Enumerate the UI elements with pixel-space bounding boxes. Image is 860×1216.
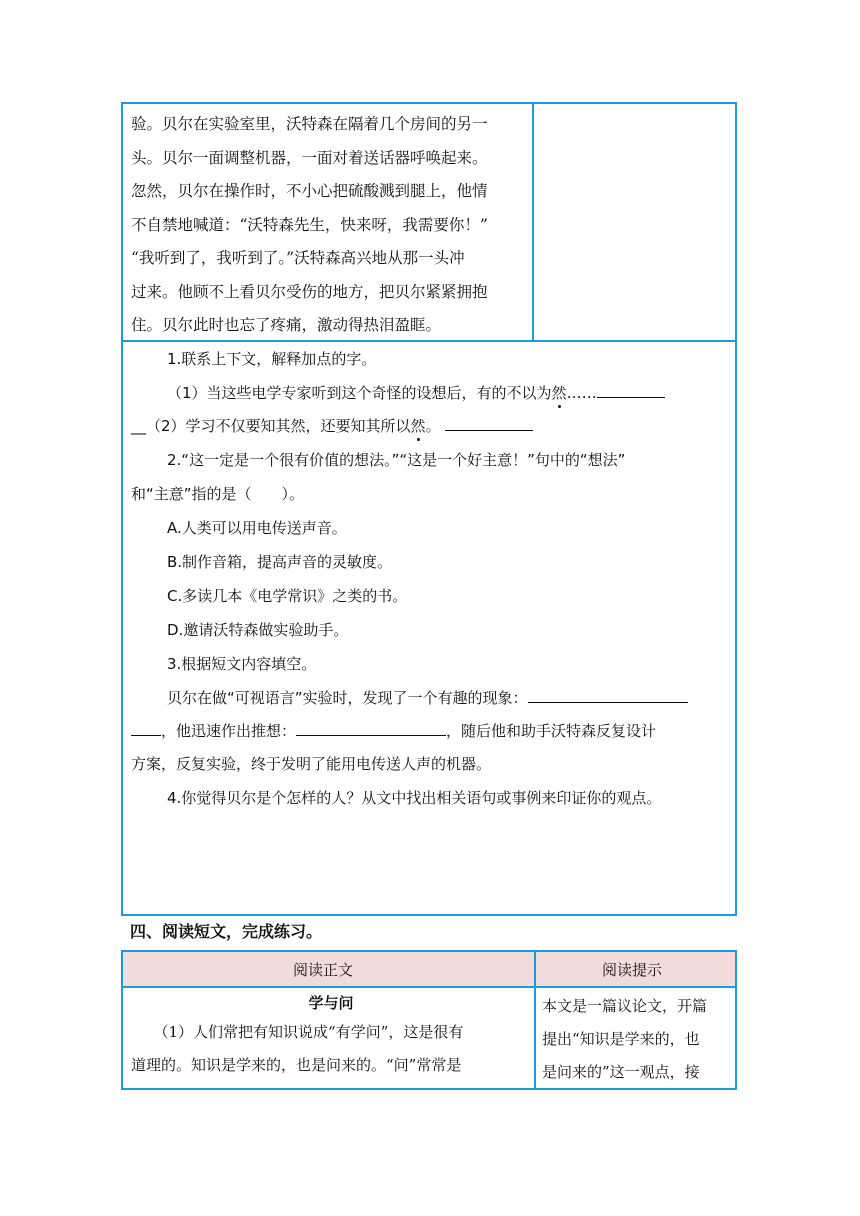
col-header-text: 阅读正文 (293, 961, 354, 979)
q1-2-text: （2）学习不仅要知其然，还要知其所以 (146, 417, 411, 435)
question-3-line1 (167, 687, 688, 708)
q1-1-text: （1）当这些电学专家听到这个奇怪的设想后，有的不以为 (167, 384, 552, 402)
passage-line: 头。贝尔一面调整机器，一面对着送话器呼唤起来。 (131, 148, 488, 167)
passage-cell (123, 104, 534, 342)
question-2-line2: 和“主意”指的是（ ）。 (131, 485, 305, 503)
question-1-1 (167, 382, 665, 403)
passage-line: 不自禁地喊道：“沃特森先生，快来呀，我需要你！” (131, 215, 488, 234)
section-4-title: 四、阅读短文，完成练习。 (130, 922, 323, 941)
dotted-char: 然 (551, 384, 567, 402)
q1-1-ellipsis: …… (566, 384, 597, 402)
reading-table-2 (121, 950, 737, 1090)
essay-cell (131, 990, 531, 1082)
col-header-hint: 阅读提示 (602, 961, 663, 979)
option-d[interactable]: D.邀请沃特森做实验助手。 (167, 621, 349, 639)
hint-cell-empty (534, 104, 735, 342)
q3-text-2: ，他迅速作出推想： (161, 722, 297, 740)
q3-text-3: ，随后他和助手沃特森反复设计 (446, 722, 657, 740)
question-4: 4.你觉得贝尔是个怎样的人？从文中找出相关语句或事例来印证你的观点。 (167, 789, 662, 807)
option-b[interactable]: B.制作音箱，提高声音的灵敏度。 (167, 553, 393, 571)
essay-line: （1）人们常把有知识说成“有学问”，这是很有 (131, 1023, 464, 1041)
reading-table-1 (121, 102, 737, 916)
q3-text-1: 贝尔在做“可视语言”实验时，发现了一个有趣的现象： (167, 689, 528, 707)
question-3-line3: 方案，反复实验，终于发明了能用电传送人声的机器。 (131, 755, 492, 773)
table-header-row (123, 952, 735, 988)
passage-line: 忽然，贝尔在操作时，不小心把硫酸溅到腿上，他情 (131, 182, 488, 200)
passage-line: 验。贝尔在实验室里，沃特森在隔着几个房间的另一 (131, 115, 488, 133)
answer-blank-1[interactable] (597, 383, 665, 398)
option-a[interactable]: A.人类可以用电传送声音。 (167, 519, 347, 537)
hint-line: 提出“知识是学来的，也 (542, 1030, 700, 1048)
option-c[interactable]: C.多读几本《电学常识》之类的书。 (167, 587, 408, 605)
answer-blank-3[interactable] (528, 688, 688, 703)
column-divider (534, 952, 536, 1088)
essay-title: 学与问 (308, 994, 354, 1012)
dotted-char: 然 (410, 417, 426, 435)
question-1: 1.联系上下文，解释加点的字。 (167, 350, 377, 368)
passage-line: 过来。他顾不上看贝尔受伤的地方，把贝尔紧紧拥抱 (131, 282, 488, 301)
answer-blank-2[interactable] (445, 416, 533, 431)
hint-line: 本文是一篇议论文，开篇 (542, 997, 708, 1015)
passage-line: 住。贝尔此时也忘了疼痛，激动得热泪盈眶。 (131, 316, 442, 334)
question-2-line1: 2.“这一定是一个很有价值的想法。”“这是一个好主意！”句中的“想法” (167, 451, 626, 469)
question-3-line2 (131, 720, 656, 741)
q1-2-end: 。 (425, 417, 441, 435)
passage-text (131, 108, 523, 343)
q1-2-lead: __ (131, 417, 146, 435)
question-1-2 (131, 415, 533, 436)
essay-line: 道理的。知识是学来的，也是问来的。“问”常常是 (131, 1056, 462, 1074)
answer-blank-3b[interactable] (131, 721, 161, 736)
answer-blank-4[interactable] (296, 721, 446, 736)
passage-line: “我听到了，我听到了。”沃特森高兴地从那一头冲 (131, 249, 465, 267)
hint-line: 是问来的”这一观点，接 (542, 1063, 700, 1081)
question-3: 3.根据短文内容填空。 (167, 655, 317, 673)
hint-cell (542, 990, 732, 1089)
